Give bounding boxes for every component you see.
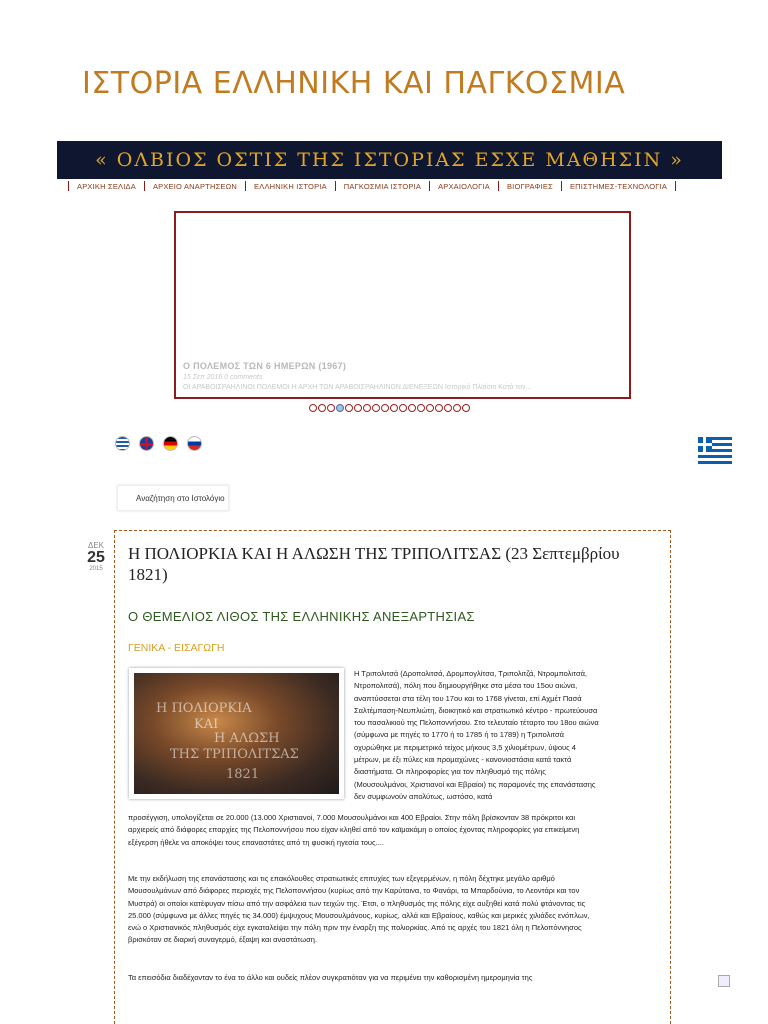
russian-flag-icon[interactable] (187, 436, 202, 451)
slider-dot[interactable] (345, 404, 353, 412)
slider-dot[interactable] (435, 404, 443, 412)
blog-post (114, 530, 671, 1024)
post-date-year: 2015 (89, 566, 103, 572)
site-title[interactable]: ΙΣΤΟΡΙΑ ΕΛΛΗΝΙΚΗ ΚΑΙ ΠΑΓΚΟΣΜΙΑ (82, 66, 626, 101)
slider-dot[interactable] (363, 404, 371, 412)
nav-item-science-tech[interactable]: ΕΠΙΣΤΗΜΕΣ-ΤΕΧΝΟΛΟΓΙΑ (569, 181, 668, 191)
slider-dot[interactable] (318, 404, 326, 412)
image-caption-line: ΚΑΙ (194, 717, 219, 732)
nav-separator (245, 181, 246, 191)
siege-painting (134, 673, 339, 794)
slider-dot[interactable] (327, 404, 335, 412)
slider-dot[interactable] (372, 404, 380, 412)
image-caption-line: 1821 (226, 767, 260, 782)
post-date (85, 541, 107, 572)
nav-separator (144, 181, 145, 191)
slider-dot[interactable] (354, 404, 362, 412)
nav-item-archive[interactable]: ΑΡΧΕΙΟ ΑΝΑΡΤΗΣΕΩΝ (152, 181, 238, 191)
slider-dot[interactable] (453, 404, 461, 412)
post-subtitle: Ο ΘΕΜΕΛΙΟΣ ΛΙΘΟΣ ΤΗΣ ΕΛΛΗΝΙΚΗΣ ΑΝΕΞΑΡΤΗΣΙΑΣ (128, 609, 475, 624)
post-paragraph: Με την εκδήλωση της επανάστασης και τις επακόλουθες στρατιωτικές επιτυχίες των εξεγερμένων, η πόλη δέχτηκε μεγάλο αριθμό Μουσουλμάνων από διάφορες περιοχές της Πελοποννήσου (κυρίως από την Καρύταινα, το Φανάρι, τα Μπαρδούνια, το Λεοντάρι και τον Μυστρά) οι οποίοι κατέφυγαν πίσω από την ασφάλεια των τειχών της. Έτσι, ο πληθυσμός της πόλης είχε αυξηθεί κατά πολύ φτάνοντας τις 25.000 (σύμφωνα με άλλες πηγές τις 34.000) έμψυχους Μουσουλμάνους, κυρίως, αλλά και Εβραίους, καθώς και μερικές χιλιάδες ενόπλων, ενώ ο Χριστιανικός πληθυσμός είχε εγκαταλείψει την πόλη πριν την έναρξη της πολιορκίας. Από τις αρχές του 1821 όλη η Πελοπόννησος βρισκόταν σε διαρκή συναγερμό, έξαψη και αναστάτωση. (128, 874, 590, 945)
post-image[interactable] (129, 668, 344, 799)
post-date-day: 25 (87, 549, 105, 566)
nav-item-world-history[interactable]: ΠΑΓΚΟΣΜΙΑ ΙΣΤΟΡΙΑ (343, 181, 422, 191)
post-paragraph: Η Τριπολιτσά (Δροπολιτσά, Δρομπογλίτσα, Τριπολιτζά, Ντρομπολιτσά, Ντροπολιτσά), πόλη που δημιουργήθηκε στα μέσα του 15ου αιώνα, αναπτύσσεται στα τέλη του 17ου και το 1768 γίνεται, επί Αχμέτ Πασά Σαλτέμπαση-Νευπλιώτη, διοικητικό και στρατιωτικό κέντρο - πρωτεύουσα του πασαλικιού της Πελοποννήσου. Στο τελευταίο τέταρτο του 18ου αιώνα (σύμφωνα με πηγές το 1770 ή το 1785 ή το 1789) η Τριπολιτσά οχυρώθηκε με περιμετρικό τείχος μήκους 3,5 χιλιομέτρων, ύψους 4 μέτρων, με έξι πύλες και προμαχώνες - κανονιοστάσια κατά τακτά διαστήματα. Οι πληροφορίες για τον πληθυσμό της πόλης (Μουσουλμάνοι, Χριστιανοί και Εβραίοι) τις παραμονές της επανάστασης δεν συμφωνούν απολύτως, ωστόσο, κατά (354, 669, 599, 801)
header-banner (57, 141, 722, 179)
nav-item-home[interactable]: ΑΡΧΙΚΗ ΣΕΛΙΔΑ (77, 181, 136, 191)
german-flag-icon[interactable] (163, 436, 178, 451)
nav-separator (68, 181, 69, 191)
post-title[interactable]: Η ΠΟΛΙΟΡΚΙΑ ΚΑΙ Η ΑΛΩΣΗ ΤΗΣ ΤΡΙΠΟΛΙΤΣΑΣ (23 Σεπτεμβρίου 1821) (128, 544, 620, 584)
section-heading: ΓΕΝΙΚΑ - ΕΙΣΑΓΩΓΗ (128, 642, 225, 654)
image-placeholder-icon (718, 975, 730, 987)
slider-dot[interactable] (309, 404, 317, 412)
slider-dot[interactable] (417, 404, 425, 412)
slider-post-meta: 15 Σεπ 2016 0 comments (183, 374, 263, 381)
nav-item-archaeology[interactable]: ΑΡΧΑΙΟΛΟΓΙΑ (438, 181, 490, 191)
slider-dot[interactable] (336, 404, 344, 412)
search-input[interactable] (117, 485, 229, 511)
nav-separator (675, 181, 676, 191)
image-caption-line: Η ΑΛΩΣΗ (214, 731, 280, 746)
slider-dot[interactable] (399, 404, 407, 412)
greek-flag-large-icon (698, 437, 732, 465)
nav-item-greek-history[interactable]: ΕΛΛΗΝΙΚΗ ΙΣΤΟΡΙΑ (254, 181, 327, 191)
uk-flag-icon[interactable] (139, 436, 154, 451)
slider-dot[interactable] (426, 404, 434, 412)
slider-dot[interactable] (444, 404, 452, 412)
post-date-month: ΔΕΚ (87, 541, 104, 550)
slider-pagination (309, 404, 470, 412)
greek-flag-icon[interactable] (115, 436, 130, 451)
slider-post-excerpt: ΟΙ ΑΡΑΒΟΙΣΡΑΗΛΙΝΟΙ ΠΟΛΕΜΟΙ Η ΑΡΧΗ ΤΩΝ ΑΡΑΒΟΙΣΡΑΗΛΙΝΩΝ ΔΙΕΝΕΞΕΩΝ Ιστορικό Πλαίσιο Κατά τον... (183, 384, 532, 391)
slider-dot[interactable] (390, 404, 398, 412)
main-nav (60, 181, 684, 191)
featured-slider[interactable] (174, 211, 631, 399)
nav-separator (429, 181, 430, 191)
slider-dot[interactable] (381, 404, 389, 412)
search-placeholder: Αναζήτηση στο Ιστολόγιο (136, 493, 225, 503)
image-caption-line: ΤΗΣ ΤΡΙΠΟΛΙΤΣΑΣ (170, 747, 299, 762)
nav-separator (561, 181, 562, 191)
language-flags (115, 436, 202, 451)
slider-dot[interactable] (462, 404, 470, 412)
nav-separator (335, 181, 336, 191)
banner-motto: « ΟΛΒΙΟΣ ΟΣΤΙΣ ΤΗΣ ΙΣΤΟΡΙΑΣ ΕΣΧΕ ΜΑΘΗΣΙΝ » (95, 149, 684, 171)
slider-post-title[interactable]: Ο ΠΟΛΕΜΟΣ ΤΩΝ 6 ΗΜΕΡΩΝ (1967) (183, 361, 347, 371)
post-paragraph: προσέγγιση, υπολογίζεται σε 20.000 (13.000 Χριστιανοί, 7.000 Μουσουλμάνοι και 400 Εβραίοι. Στην πόλη βρίσκονταν 38 πρόκριτοι και αρχιερείς από διάφορες επαρχίες της Πελοποννήσου που είχαν κληθεί από τον καϊμακάμη ο οποίος έχοντας πληροφορίες για επικείμενη εξέγερση ήθελε να αποκόψει τους επαναστάτες από τη φυσική ηγεσία τους.... (128, 813, 580, 847)
slider-dot[interactable] (408, 404, 416, 412)
nav-item-biographies[interactable]: ΒΙΟΓΡΑΦΙΕΣ (506, 181, 553, 191)
image-caption-line: Η ΠΟΛΙΟΡΚΙΑ (156, 701, 252, 716)
post-paragraph: Τα επεισόδια διαδέχονταν το ένα το άλλο και ουδείς πλέον συγκρατιόταν για να περιμένει την καθορισμένη ημερομηνία της (128, 973, 533, 982)
nav-separator (498, 181, 499, 191)
